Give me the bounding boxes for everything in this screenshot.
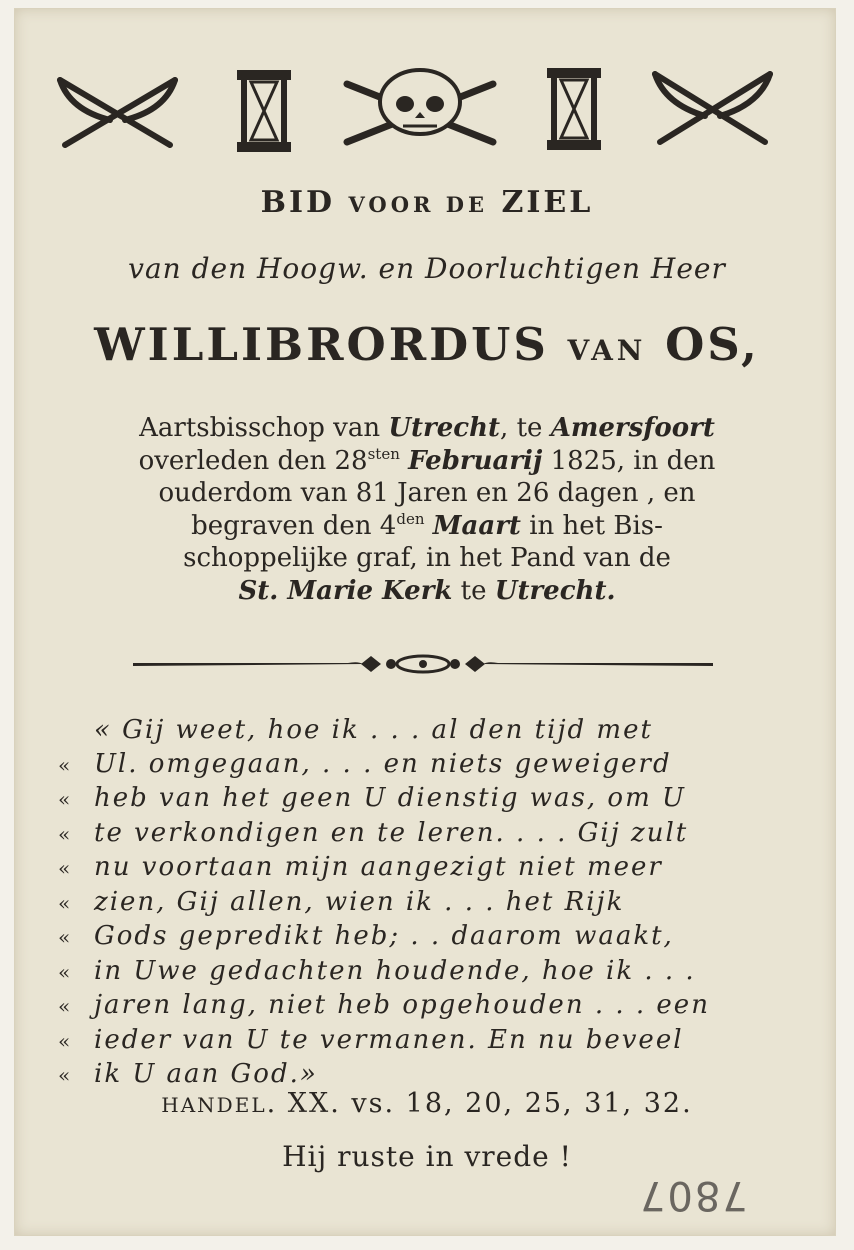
name-surname: OS, (665, 318, 760, 371)
bio-line: Aartsbisschop van Utrecht, te Amersfoort (139, 413, 715, 443)
skull-crossbones-icon (335, 64, 505, 156)
heading-voor-de: VOOR DE (348, 192, 488, 217)
quote-line: « ieder van U te vermanen. En nu beveel (58, 1024, 684, 1055)
bio-line: ouderdom van 81 Jaren en 26 dagen , en (158, 478, 696, 508)
quote-line: « heb van het geen U dienstig was, om U (58, 783, 686, 813)
scripture-quote (58, 714, 803, 1093)
quote-line: « in Uwe gedachten houdende, hoe ik . . . (58, 955, 696, 986)
name-main: WILLIBRORDUS (94, 318, 549, 371)
ornamental-divider (133, 652, 713, 676)
quote-line: « jaren lang, niet heb opgehouden . . . een (58, 990, 710, 1020)
biography (0, 412, 854, 607)
crossed-scythes-icon (50, 70, 185, 150)
honorific-line: van den Hoogw. en Doorluchtigen Heer (128, 252, 726, 285)
crossed-scythes-icon (645, 64, 780, 148)
quote-line: « zien, Gij allen, wien ik . . . het Rijk (58, 886, 625, 917)
closing-blessing: Hij ruste in vrede ! (282, 1140, 572, 1173)
deceased-name (0, 318, 854, 371)
heading-word-bid: ID (288, 185, 336, 220)
scripture-citation (0, 1088, 854, 1119)
quote-line: « Gij weet, hoe ik . . . al den tijd met (94, 715, 653, 745)
citation-book: HANDEL (161, 1093, 267, 1117)
quote-line: « Gods gepredikt heb; . . daarom waakt, (58, 921, 674, 951)
prayer-heading (0, 185, 854, 220)
hourglass-icon (545, 66, 603, 152)
quote-line: « Ul. omgegaan, . . . en niets geweigerd (58, 748, 672, 779)
name-particle: VAN (567, 334, 647, 367)
bio-line: begraven den $4^{den}$ Maart in het Bis- (191, 509, 663, 541)
quote-line: « te verkondigen en te leren. . . . Gij zult (58, 817, 689, 848)
quote-line: « nu voortaan mijn aangezigt niet meer (58, 852, 663, 882)
ornament-row (40, 60, 800, 160)
bio-line: schoppelijke graf, in het Pand van de (183, 543, 671, 573)
bio-line: St. Marie Kerk te Utrecht. (238, 575, 616, 606)
bio-line: overleden den $28^{sten}$ Februarij 1825, in den (138, 444, 716, 476)
heading-initial: B (260, 185, 289, 220)
archive-number: 7807 (638, 1172, 748, 1218)
heading-word-ziel: ZIEL (501, 185, 594, 220)
hourglass-icon (235, 68, 293, 154)
citation-verses: . XX. vs. 18, 20, 25, 31, 32. (266, 1088, 693, 1119)
quote-line: « ik U aan God.» (58, 1059, 318, 1089)
